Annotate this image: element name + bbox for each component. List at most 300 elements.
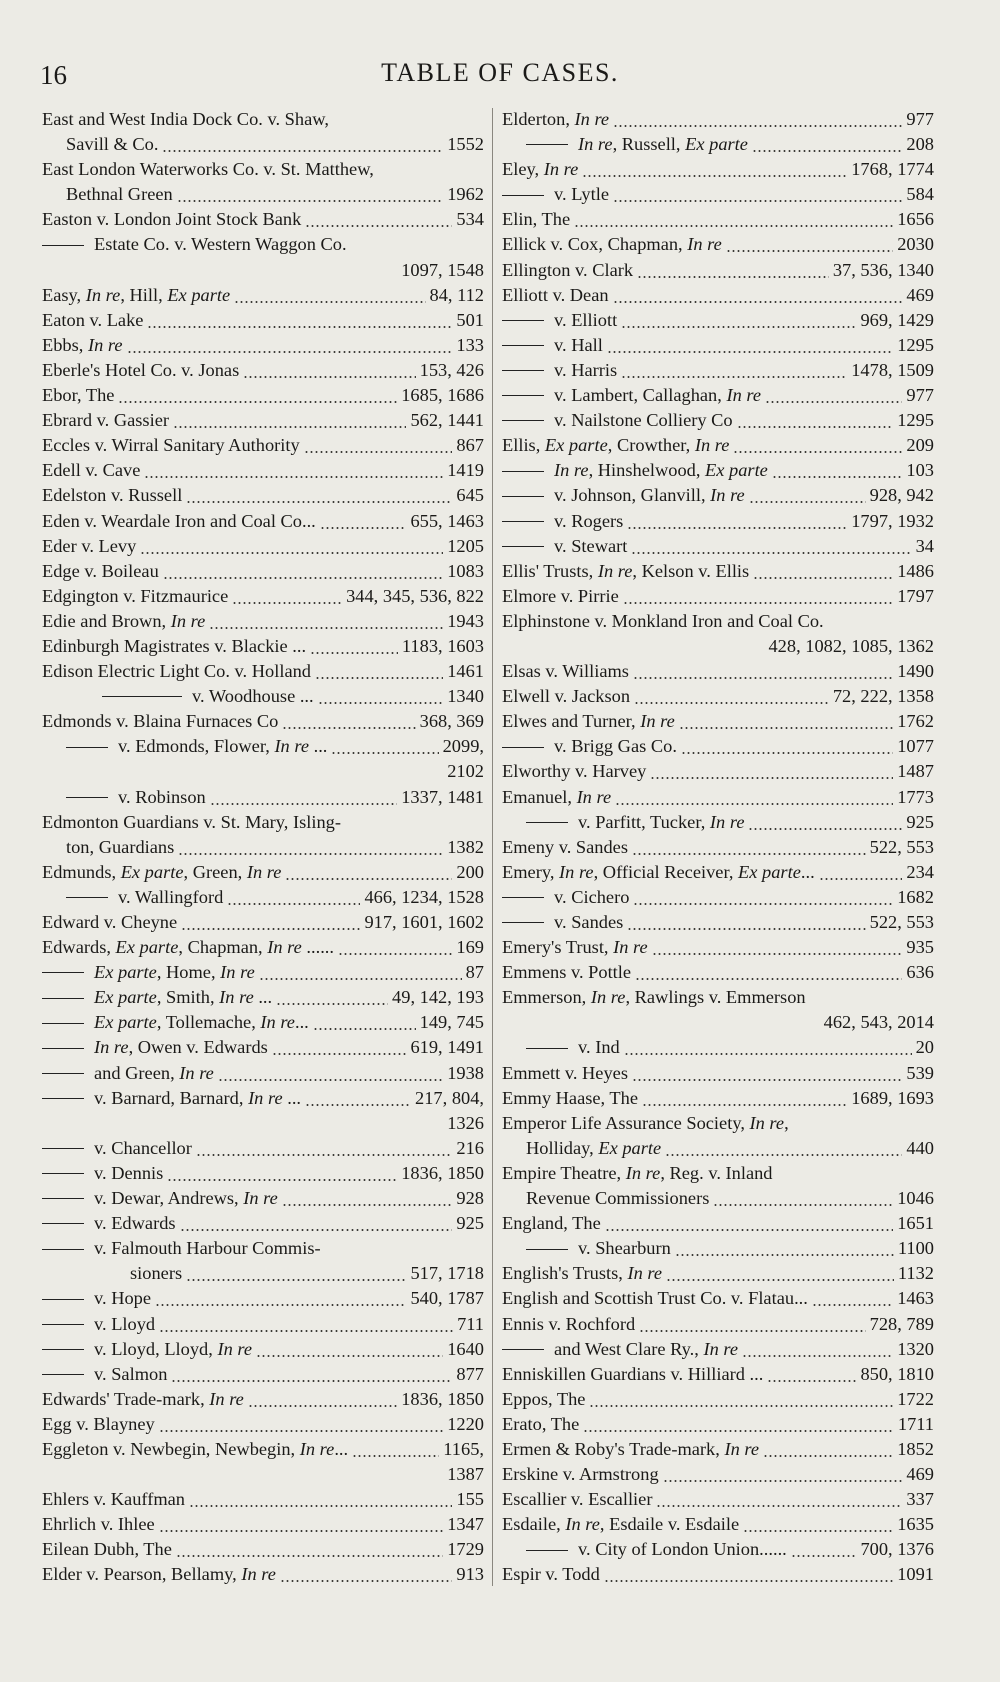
index-entry (42, 910, 484, 935)
leader-dots (772, 458, 903, 483)
entry-title: Ehlers v. Kauffman (42, 1489, 185, 1510)
index-entry (502, 157, 934, 182)
page-reference: 1682 (897, 886, 934, 907)
leader-dots (155, 1286, 406, 1311)
index-entry (502, 1035, 934, 1060)
index-entry (502, 483, 934, 508)
index-entry (502, 1462, 934, 1487)
index-entry (502, 1286, 934, 1311)
leader-dots (652, 935, 903, 960)
leader-dots (313, 1010, 416, 1035)
page-reference: 1077 (897, 736, 934, 757)
entry-title: Edwards, Ex parte, Chapman, In re ...... (42, 937, 334, 958)
index-entry (502, 383, 934, 408)
leader-dots (173, 408, 406, 433)
entry-title: Empire Theatre, In re, Reg. v. Inland (502, 1162, 773, 1183)
index-entry (42, 960, 484, 985)
entry-title: Estate Co. v. Western Waggon Co. (42, 232, 347, 257)
index-entry (502, 1086, 934, 1111)
leader-dots (624, 1035, 912, 1060)
entry-title: Elderton, In re (502, 109, 610, 129)
entry-title: Elin, The (502, 209, 571, 230)
page-reference: 337 (906, 1489, 934, 1510)
ditto-dash (42, 245, 84, 246)
ditto-dash (502, 420, 544, 421)
entry-title: v. Edmonds, Flower, In re ... (42, 734, 327, 759)
entry-title: Edell v. Cave (42, 460, 141, 481)
leader-dots (210, 785, 398, 810)
page-reference: 913 (456, 1564, 484, 1585)
page-reference: 928 (456, 1188, 484, 1209)
leader-dots (613, 107, 902, 132)
page-reference: 217, 804, (415, 1087, 484, 1108)
page-reference: 37, 536, 1340 (832, 259, 934, 280)
index-entry (42, 383, 484, 408)
index-entry (42, 1412, 484, 1437)
page-reference: 469 (906, 284, 934, 305)
leader-dots (763, 1437, 893, 1462)
index-entry (502, 132, 934, 157)
entry-title: Elwes and Turner, In re (502, 711, 675, 732)
entry-title: v. City of London Union...... (502, 1537, 787, 1562)
entry-title: Elworthy v. Harvey (502, 761, 647, 782)
entry-title: Emperor Life Assurance Society, In re, (502, 1112, 789, 1133)
page-reference: 1552 (447, 134, 484, 155)
index-entry (502, 1362, 934, 1387)
leader-dots (186, 483, 452, 508)
page-reference: 977 (906, 385, 934, 406)
page-reference: 1685, 1686 (401, 385, 484, 406)
page-reference: 1463 (897, 1288, 934, 1309)
entry-title: Eden v. Weardale Iron and Coal Co... (42, 510, 316, 531)
page-reference: 1943 (447, 610, 484, 631)
index-entry (42, 107, 484, 157)
ditto-dash (42, 1173, 84, 1174)
leader-dots (765, 383, 902, 408)
entry-title: v. Dewar, Andrews, In re (42, 1186, 278, 1211)
entry-title: v. Sandes (502, 910, 623, 935)
leader-dots (127, 333, 453, 358)
index-entry (502, 910, 934, 935)
entry-title: Easy, In re, Hill, Ex parte (42, 284, 231, 305)
entry-title: Elwell v. Jackson (502, 686, 631, 707)
leader-dots (256, 1337, 443, 1362)
leader-dots (140, 534, 443, 559)
page-reference: 517, 1718 (410, 1263, 484, 1284)
page-reference: 216 (456, 1137, 484, 1158)
page-reference: 149, 745 (419, 1012, 484, 1033)
ditto-dash (42, 1098, 84, 1099)
page-reference: 935 (906, 937, 934, 958)
index-entry (502, 759, 934, 784)
entry-title: Eaton v. Lake (42, 309, 144, 330)
leader-dots (748, 810, 902, 835)
index-entry (42, 308, 484, 333)
index-entry (42, 1537, 484, 1562)
index-entry (502, 835, 934, 860)
index-entry (42, 157, 484, 207)
leader-dots (627, 910, 865, 935)
index-entry (42, 785, 484, 810)
entry-title: v. Hope (42, 1286, 151, 1311)
leader-dots (181, 910, 360, 935)
index-entry (502, 709, 934, 734)
entry-title: Emmens v. Pottle (502, 962, 632, 983)
entry-title: Ellis' Trusts, In re, Kelson v. Ellis (502, 560, 750, 581)
page-reference: 1320 (897, 1338, 934, 1359)
leader-dots (613, 182, 902, 207)
ditto-dash (102, 696, 182, 697)
index-entry (42, 1437, 484, 1487)
page-reference: 344, 345, 536, 822 (346, 585, 484, 606)
ditto-dash (502, 922, 544, 923)
entry-title: Elder v. Pearson, Bellamy, In re (42, 1564, 276, 1585)
entry-title: East London Waterworks Co. v. St. Matthew, (42, 159, 374, 180)
index-entry (502, 1236, 934, 1261)
page-title: TABLE OF CASES. (381, 58, 619, 87)
page-reference: 636 (906, 962, 934, 983)
ditto-dash (42, 1198, 84, 1199)
index-entry (42, 333, 484, 358)
page-reference: 1836, 1850 (401, 1388, 484, 1409)
index-entry (42, 534, 484, 559)
leader-dots (623, 584, 893, 609)
page-reference: 200 (456, 861, 484, 882)
page-reference: 1419 (447, 460, 484, 481)
leader-dots (621, 308, 856, 333)
page-reference: 1347 (447, 1514, 484, 1535)
page-reference: 1729 (447, 1539, 484, 1560)
index-entry (502, 1537, 934, 1562)
entry-continuation: sioners (130, 1263, 183, 1284)
page-reference: 1387 (447, 1464, 484, 1485)
leader-dots (304, 433, 453, 458)
index-entry (502, 1061, 934, 1086)
leader-dots (791, 1537, 857, 1562)
ditto-dash (42, 998, 84, 999)
page-reference: 539 (906, 1062, 934, 1083)
leader-dots (159, 1512, 444, 1537)
entry-title: Edwards' Trade-mark, In re (42, 1388, 244, 1409)
leader-dots (171, 1362, 452, 1387)
index-entry (502, 232, 934, 257)
index-entry (42, 634, 484, 659)
index-entry (502, 559, 934, 584)
index-entry (502, 935, 934, 960)
leader-dots (282, 1186, 453, 1211)
leader-dots (627, 509, 847, 534)
entry-title: v. Falmouth Harbour Commis- (42, 1236, 321, 1261)
entry-title: In re, Hinshelwood, Ex parte (502, 458, 768, 483)
leader-dots (310, 634, 398, 659)
index-entry (42, 232, 484, 282)
leader-dots (639, 1312, 865, 1337)
leader-dots (607, 333, 893, 358)
page-reference: 925 (456, 1213, 484, 1234)
index-entry (502, 1437, 934, 1462)
entry-title: v. Cichero (502, 885, 629, 910)
index-entry (42, 810, 484, 860)
index-entry (42, 1362, 484, 1387)
page-reference: 440 (906, 1137, 934, 1158)
leader-dots (615, 785, 893, 810)
page-reference: 540, 1787 (410, 1288, 484, 1309)
entry-title: v. Shearburn (502, 1236, 671, 1261)
index-entry (42, 1186, 484, 1211)
index-entry (502, 810, 934, 835)
page-reference: 1046 (897, 1188, 934, 1209)
ditto-dash (502, 897, 544, 898)
entry-continuation: Holliday, Ex parte (526, 1137, 662, 1158)
index-entry (502, 734, 934, 759)
entry-title: Elphinstone v. Monkland Iron and Coal Co. (502, 610, 824, 631)
page-reference: 1478, 1509 (851, 359, 934, 380)
page-reference: 877 (456, 1363, 484, 1384)
page-reference: 1486 (897, 560, 934, 581)
leader-dots (227, 885, 360, 910)
leader-dots (167, 1161, 397, 1186)
leader-dots (243, 358, 415, 383)
page-reference: 2030 (897, 234, 934, 255)
entry-title: v. Elliott (502, 308, 617, 333)
page-reference: 700, 1376 (860, 1539, 934, 1560)
entry-title: v. Nailstone Colliery Co (502, 408, 733, 433)
leader-dots (180, 1211, 453, 1236)
leader-dots (675, 1236, 894, 1261)
entry-title: English and Scottish Trust Co. v. Flatau... (502, 1288, 808, 1309)
index-entry (42, 483, 484, 508)
leader-dots (209, 609, 443, 634)
leader-dots (582, 157, 847, 182)
entry-title: Erato, The (502, 1413, 580, 1434)
entry-title: Edelston v. Russell (42, 485, 183, 506)
leader-dots (637, 258, 829, 283)
entry-title: v. Lloyd, Lloyd, In re (42, 1337, 252, 1362)
entry-title: Emery's Trust, In re (502, 937, 648, 958)
leader-dots (812, 1286, 893, 1311)
index-entry (502, 609, 934, 659)
page-reference: 2102 (447, 761, 484, 782)
leader-dots (331, 734, 438, 759)
index-entry (502, 182, 934, 207)
entry-title: England, The (502, 1213, 601, 1234)
page-reference: 1711 (897, 1413, 934, 1434)
page-reference: 1651 (897, 1213, 934, 1234)
leader-dots (320, 509, 407, 534)
entry-title: Elliott v. Dean (502, 284, 609, 305)
ditto-dash (42, 1073, 84, 1074)
entry-title: Erskine v. Armstrong (502, 1464, 659, 1485)
ditto-dash (66, 797, 108, 798)
leader-dots (605, 1211, 893, 1236)
page-reference: 1762 (897, 711, 934, 732)
leader-dots (632, 835, 866, 860)
page-reference: 1165, (443, 1438, 484, 1459)
page-reference: 850, 1810 (860, 1363, 934, 1384)
entry-title: Elsas v. Williams (502, 661, 629, 682)
ditto-dash (42, 1324, 84, 1325)
index-entry (42, 684, 484, 709)
index-entry (42, 659, 484, 684)
ditto-dash (502, 521, 544, 522)
entry-title: v. Woodhouse ... (42, 684, 314, 709)
entry-title: Edmunds, Ex parte, Green, In re (42, 861, 282, 882)
ditto-dash (502, 747, 544, 748)
page-reference: 1132 (897, 1263, 934, 1284)
index-entry (42, 885, 484, 910)
entry-title: Emery, In re, Official Receiver, Ex parte... (502, 861, 815, 882)
page-reference: 977 (906, 109, 934, 129)
entry-title: Easton v. London Joint Stock Bank (42, 209, 302, 230)
index-entry (42, 1236, 484, 1286)
ditto-dash (42, 1374, 84, 1375)
leader-dots (819, 860, 903, 885)
ditto-dash (526, 1550, 568, 1551)
leader-dots (589, 1387, 893, 1412)
index-entry (42, 458, 484, 483)
index-entry (42, 1161, 484, 1186)
leader-dots (305, 1086, 411, 1111)
ditto-dash (42, 1148, 84, 1149)
entry-title: Edgington v. Fitzmaurice (42, 585, 229, 606)
ditto-dash (42, 1249, 84, 1250)
entry-title: Ehrlich v. Ihlee (42, 1514, 155, 1535)
leader-dots (282, 709, 415, 734)
page-reference: 928, 942 (869, 485, 934, 506)
index-entry (502, 785, 934, 810)
leader-dots (737, 408, 894, 433)
leader-dots (642, 1086, 847, 1111)
page-reference: 34 (915, 535, 934, 556)
index-entry (502, 433, 934, 458)
entry-title: v. Hall (502, 333, 603, 358)
leader-dots (163, 559, 443, 584)
entry-title: v. Chancellor (42, 1136, 192, 1161)
entry-title: Emmerson, In re, Rawlings v. Emmerson (502, 987, 806, 1008)
entry-title: Enniskillen Guardians v. Hilliard ... (502, 1363, 764, 1384)
ditto-dash (42, 1349, 84, 1350)
leader-dots (147, 308, 452, 333)
entry-continuation: Savill & Co. (66, 134, 159, 155)
leader-dots (318, 684, 444, 709)
page-reference: 133 (456, 334, 484, 355)
page-reference: 711 (457, 1313, 484, 1334)
ditto-dash (502, 320, 544, 321)
entry-title: Ellington v. Clark (502, 259, 634, 280)
index-entry (42, 559, 484, 584)
page-reference: 1722 (897, 1388, 934, 1409)
page-reference: 1083 (447, 560, 484, 581)
entry-title: v. Edwards (42, 1211, 176, 1236)
page-reference: 1091 (897, 1564, 934, 1585)
index-entry (42, 584, 484, 609)
page-reference: 49, 142, 193 (392, 987, 484, 1008)
leader-dots (285, 860, 452, 885)
entry-title: Ex parte, Home, In re (42, 960, 255, 985)
entry-title: Eder v. Levy (42, 535, 137, 556)
ditto-dash (502, 370, 544, 371)
index-entry (502, 1211, 934, 1236)
leader-dots (118, 383, 397, 408)
entry-title: Edmonds v. Blaina Furnaces Co (42, 711, 279, 732)
entry-title: and West Clare Ry., In re (502, 1337, 738, 1362)
ditto-dash (526, 822, 568, 823)
page-reference: 84, 112 (429, 284, 484, 305)
entry-title: Elmore v. Pirrie (502, 585, 619, 606)
entry-title: Edmonton Guardians v. St. Mary, Isling- (42, 811, 341, 832)
entry-title: Ebor, The (42, 385, 115, 406)
entry-title: v. Robinson (42, 785, 206, 810)
entry-title: v. Salmon (42, 1362, 167, 1387)
ditto-dash (66, 747, 108, 748)
index-entry (502, 960, 934, 985)
index-entry (502, 458, 934, 483)
leader-dots (633, 885, 893, 910)
index-entry (42, 1010, 484, 1035)
entry-title: Eccles v. Wirral Sanitary Authority (42, 435, 300, 456)
index-entry (502, 1261, 934, 1286)
index-entry (502, 308, 934, 333)
page-reference: 1487 (897, 761, 934, 782)
index-entry (42, 207, 484, 232)
index-entry (42, 1512, 484, 1537)
index-entry (502, 1111, 934, 1161)
leader-dots (621, 358, 847, 383)
index-entry (502, 333, 934, 358)
index-entry (502, 207, 934, 232)
page-reference: 917, 1601, 1602 (364, 912, 484, 932)
index-entry (502, 1512, 934, 1537)
index-entry (502, 1387, 934, 1412)
leader-dots (178, 835, 443, 860)
leader-dots (650, 759, 893, 784)
entry-title: Eley, In re (502, 159, 579, 180)
index-entry (502, 107, 934, 132)
page-reference: 1295 (897, 410, 934, 431)
index-entry (502, 408, 934, 433)
ditto-dash (42, 1023, 84, 1024)
index-entry (502, 1312, 934, 1337)
ditto-dash (502, 195, 544, 196)
entry-title: v. Johnson, Glanvill, In re (502, 483, 745, 508)
entry-title: v. Wallingford (42, 885, 223, 910)
entry-title: v. Stewart (502, 534, 627, 559)
leader-dots (583, 1412, 894, 1437)
entry-title: v. Parfitt, Tucker, In re (502, 810, 744, 835)
ditto-dash (526, 1249, 568, 1250)
leader-dots (248, 1387, 397, 1412)
page-reference: 522, 553 (869, 912, 934, 932)
leader-dots (272, 1035, 407, 1060)
leader-dots (733, 433, 902, 458)
leader-dots (726, 232, 893, 257)
ditto-dash (526, 1048, 568, 1049)
page-reference: 969, 1429 (860, 309, 934, 330)
page-reference: 153, 426 (419, 359, 484, 380)
entry-title: Emmett v. Heyes (502, 1062, 628, 1083)
index-entry (42, 1061, 484, 1086)
entry-title: v. Barnard, Barnard, In re ... (42, 1086, 301, 1111)
leader-dots (631, 534, 911, 559)
entry-title: English's Trusts, In re (502, 1263, 663, 1284)
index-entry (42, 609, 484, 634)
leader-dots (665, 1136, 902, 1161)
index-entry (42, 1337, 484, 1362)
index-entry (42, 1387, 484, 1412)
index-entry (502, 358, 934, 383)
index-entry (502, 684, 934, 709)
entry-title: Edie and Brown, In re (42, 610, 206, 631)
